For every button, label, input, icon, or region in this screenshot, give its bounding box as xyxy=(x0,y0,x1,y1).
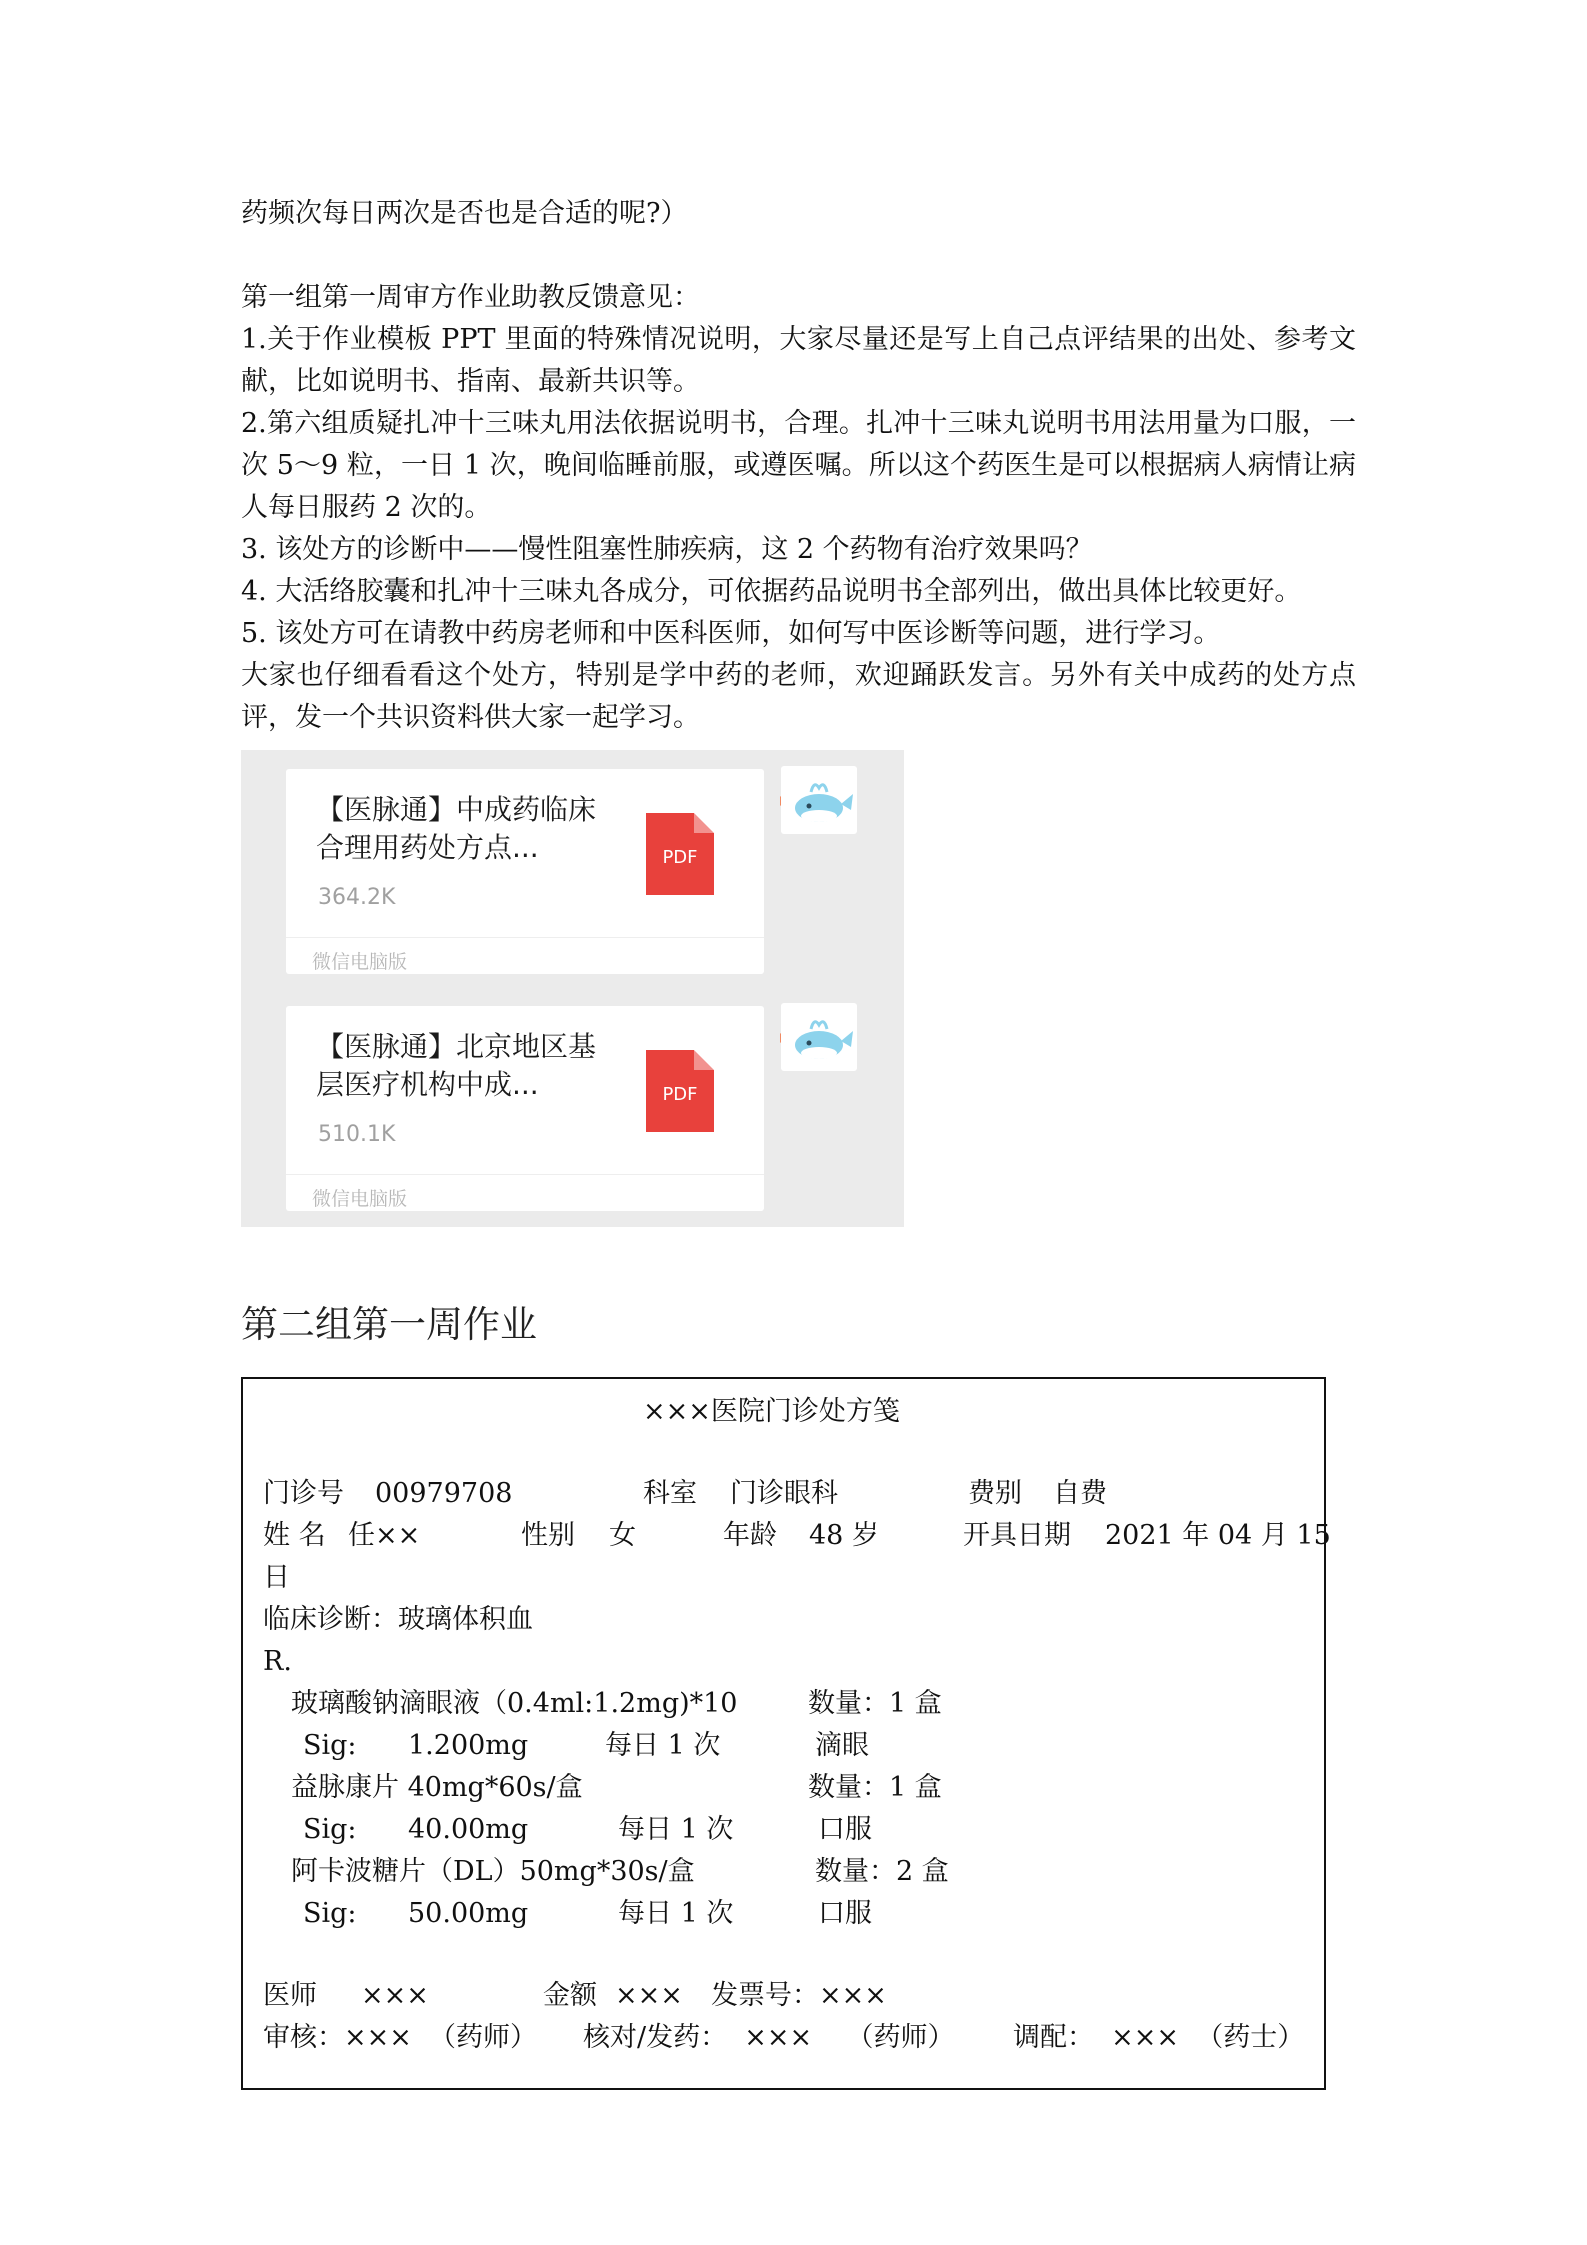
clinic-no-label: 门诊号 xyxy=(263,1478,344,1509)
rx-mark: R. xyxy=(263,1646,292,1677)
sex-label: 性别 xyxy=(521,1520,575,1551)
patient-name-label: 姓 名 xyxy=(263,1520,326,1551)
pdf-icon: PDF xyxy=(646,1050,714,1132)
drug-dose: 40.00mg xyxy=(408,1814,529,1845)
drug-frequency: 每日 1 次 xyxy=(605,1730,721,1761)
drug-frequency: 每日 1 次 xyxy=(618,1814,734,1845)
divider xyxy=(286,937,764,938)
diagnosis: 临床诊断：玻璃体积血 xyxy=(263,1604,533,1635)
fee: 自费 xyxy=(1053,1478,1107,1509)
chat-screenshot xyxy=(241,750,904,1227)
drug-quantity: 数量：1 盒 xyxy=(808,1688,942,1719)
file-source: 微信电脑版 xyxy=(312,1188,408,1210)
fee-label: 费别 xyxy=(968,1478,1022,1509)
issue-date-cont: 日 xyxy=(263,1562,290,1593)
issue-date: 2021 年 04 月 15 xyxy=(1105,1520,1331,1551)
whale-icon xyxy=(781,1003,857,1071)
section-heading: 第二组第一周作业 xyxy=(241,1303,537,1346)
patient-name: 任×× xyxy=(348,1520,421,1551)
dispenser: 调配： ××× （药士） xyxy=(1013,2022,1305,2053)
drug-name: 玻璃酸钠滴眼液（0.4ml:1.2mg)*10 xyxy=(291,1688,738,1719)
sig-label: Sig: xyxy=(303,1898,357,1929)
feedback-item-4: 4. 大活络胶囊和扎冲十三味丸各成分，可依据药品说明书全部列出，做出具体比较更好。 xyxy=(241,576,1302,607)
feedback-item-2: 2.第六组质疑扎冲十三味丸用法依据说明书，合理。扎冲十三味丸说明书用法用量为口服，一次 5～9 粒，一日 1 次，晚间临睡前服，或遵医嘱。所以这个药医生是可以根据病人病情让病人每日服药 2 次的。 xyxy=(241,408,1356,523)
feedback-item-1: 1.关于作业模板 PPT 里面的特殊情况说明，大家尽量还是写上自己点评结果的出处、参考文献，比如说明书、指南、最新共识等。 xyxy=(241,324,1356,397)
doctor-label: 医师 xyxy=(263,1980,317,2011)
invoice-number: 发票号：××× xyxy=(711,1980,887,2011)
prescription-title: ×××医院门诊处方笺 xyxy=(643,1396,900,1427)
amount-label: 金额 xyxy=(543,1980,597,2011)
file-card[interactable] xyxy=(286,1006,764,1211)
divider xyxy=(286,1174,764,1175)
drug-dose: 1.200mg xyxy=(408,1730,529,1761)
drug-quantity: 数量：2 盒 xyxy=(815,1856,949,1887)
amount: ××× xyxy=(615,1980,683,2011)
sig-label: Sig: xyxy=(303,1730,357,1761)
clinic-no: 00979708 xyxy=(375,1478,513,1509)
pdf-icon: PDF xyxy=(646,813,714,895)
file-size: 364.2K xyxy=(318,885,396,910)
date-label: 开具日期 xyxy=(963,1520,1071,1551)
feedback-item-3: 3. 该处方的诊断中——慢性阻塞性肺疾病，这 2 个药物有治疗效果吗？ xyxy=(241,534,1093,565)
text-line: 药频次每日两次是否也是合适的呢?） xyxy=(241,198,688,229)
whale-icon xyxy=(781,766,857,834)
dept: 门诊眼科 xyxy=(730,1478,838,1509)
drug-name: 阿卡波糖片（DL）50mg*30s/盒 xyxy=(291,1856,695,1887)
feedback-heading: 第一组第一周审方作业助教反馈意见： xyxy=(241,282,700,313)
dept-label: 科室 xyxy=(643,1478,697,1509)
file-size: 510.1K xyxy=(318,1122,396,1147)
age-label: 年龄 xyxy=(723,1520,777,1551)
avatar[interactable] xyxy=(781,766,857,834)
drug-quantity: 数量：1 盒 xyxy=(808,1772,942,1803)
sex: 女 xyxy=(609,1520,636,1551)
reviewer: 审核：××× （药师） xyxy=(263,2022,538,2053)
drug-dose: 50.00mg xyxy=(408,1898,529,1929)
avatar[interactable] xyxy=(781,1003,857,1071)
drug-route: 口服 xyxy=(818,1814,872,1845)
drug-route: 滴眼 xyxy=(815,1730,869,1761)
drug-route: 口服 xyxy=(818,1898,872,1929)
doctor: ××× xyxy=(361,1980,429,2011)
age: 48 岁 xyxy=(809,1520,879,1551)
file-source: 微信电脑版 xyxy=(312,951,408,973)
sig-label: Sig: xyxy=(303,1814,357,1845)
feedback-item-5: 5. 该处方可在请教中药房老师和中医科医师，如何写中医诊断等问题，进行学习。 xyxy=(241,618,1221,649)
prescription-form xyxy=(241,1377,1331,2090)
file-card[interactable] xyxy=(286,769,764,974)
drug-frequency: 每日 1 次 xyxy=(618,1898,734,1929)
file-title: 【医脉通】北京地区基层医疗机构中成... xyxy=(316,1030,597,1101)
checker: 核对/发药： ××× （药师） xyxy=(583,2022,955,2053)
file-title: 【医脉通】中成药临床合理用药处方点... xyxy=(316,793,597,864)
drug-name: 益脉康片 40mg*60s/盒 xyxy=(291,1772,583,1803)
feedback-closing: 大家也仔细看看这个处方，特别是学中药的老师，欢迎踊跃发言。另外有关中成药的处方点评，发一个共识资料供大家一起学习。 xyxy=(241,660,1356,733)
